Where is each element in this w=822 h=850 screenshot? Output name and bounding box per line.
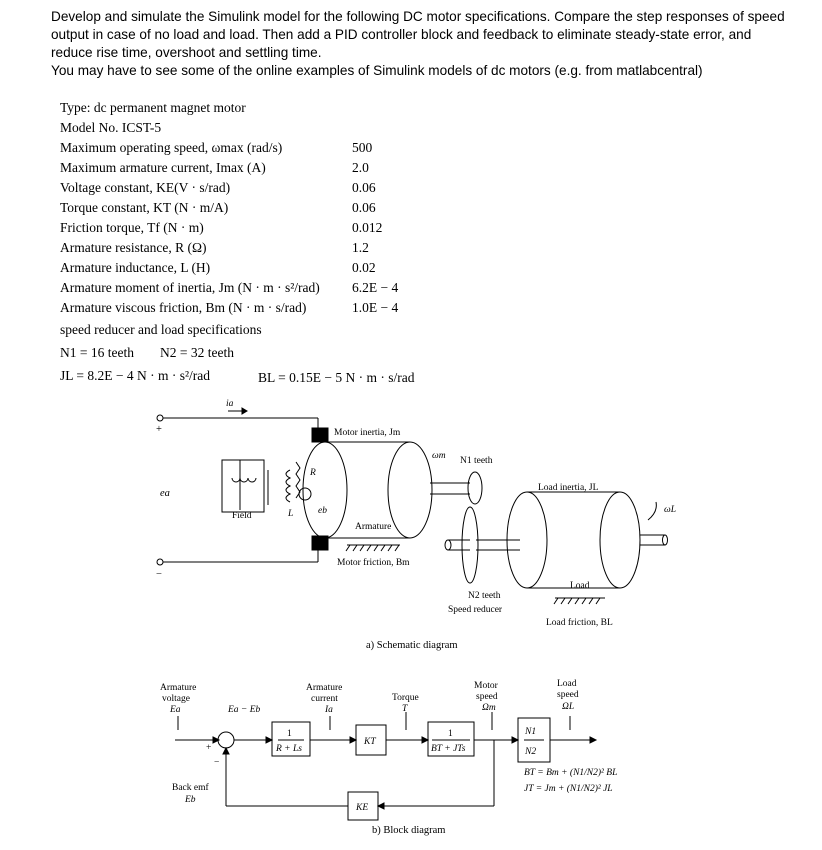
torque-arrow bbox=[422, 737, 428, 743]
omega-m-label: ωm bbox=[432, 451, 446, 461]
ke-label: KE bbox=[356, 803, 369, 813]
gear-n2 bbox=[462, 507, 478, 583]
spec-n1: N1 = 16 teeth bbox=[60, 345, 134, 360]
terminal-plus-label: + bbox=[156, 424, 162, 435]
terminal-top bbox=[157, 415, 163, 421]
gear-ratio-denominator: N2 bbox=[525, 747, 537, 757]
reducer-heading: speed reducer and load specifications bbox=[60, 322, 262, 337]
brush-top bbox=[312, 428, 328, 442]
spec-label: Maximum operating speed, ωmax (rad/s) bbox=[60, 140, 283, 155]
motor-back-face bbox=[388, 442, 432, 538]
n2-teeth-label: N2 teeth bbox=[468, 591, 501, 601]
field-coil bbox=[232, 478, 256, 482]
back-emf-eb-label: eb bbox=[318, 506, 327, 516]
arm-current-label-line1: Armature bbox=[306, 683, 343, 693]
terminal-bottom bbox=[157, 559, 163, 565]
resistor-zigzag bbox=[296, 462, 300, 498]
summing-junction bbox=[218, 732, 234, 748]
reducer-shaft-end bbox=[445, 540, 451, 550]
omega-l-label: ωL bbox=[664, 505, 676, 515]
load-friction-label: Load friction, BL bbox=[546, 618, 613, 628]
spec-n2: N2 = 32 teeth bbox=[160, 345, 234, 360]
field-label: Field bbox=[232, 511, 252, 521]
arm-voltage-symbol: Ea bbox=[170, 705, 181, 715]
armature-label: Armature bbox=[355, 522, 392, 532]
torque-label: Torque bbox=[392, 693, 419, 703]
back-emf-label: Back emf bbox=[172, 783, 209, 793]
bt-equation: BT = Bm + (N1/N2)² BL bbox=[524, 768, 618, 778]
spec-value: 1.0E − 4 bbox=[352, 300, 399, 315]
feedback-ke-arrow bbox=[378, 803, 384, 809]
spec-value: 0.06 bbox=[352, 180, 376, 195]
torque-symbol: T bbox=[402, 704, 408, 714]
kt-label: KT bbox=[364, 737, 376, 747]
speed-reducer-label: Speed reducer bbox=[448, 605, 503, 615]
load-inertia-label: Load inertia, JL bbox=[538, 483, 599, 493]
gear-n1 bbox=[468, 472, 482, 504]
inductor-l-label: L bbox=[288, 509, 294, 519]
load-speed-label-line1: Load bbox=[557, 679, 577, 689]
tf-mech-denominator: BT + JTs bbox=[431, 744, 466, 754]
schematic-diagram bbox=[157, 408, 668, 604]
spec-label: Voltage constant, KE(V · s/rad) bbox=[60, 180, 231, 195]
arm-current-label-line2: current bbox=[311, 694, 338, 704]
tf-mech-numerator: 1 bbox=[448, 729, 453, 739]
load-friction-hatch bbox=[554, 598, 600, 604]
jt-equation: JT = Jm + (N1/N2)² JL bbox=[524, 784, 613, 794]
load-label: Load bbox=[570, 581, 590, 591]
tf-armature-denominator: R + Ls bbox=[276, 744, 302, 754]
motor-inertia-label: Motor inertia, Jm bbox=[334, 428, 401, 438]
spec-value: 0.06 bbox=[352, 200, 376, 215]
spec-value: 6.2E − 4 bbox=[352, 280, 399, 295]
motor-friction-label: Motor friction, Bm bbox=[337, 558, 410, 568]
motor-speed-label-line2: speed bbox=[476, 692, 498, 702]
back-emf-source bbox=[299, 488, 311, 500]
spec-value: 1.2 bbox=[352, 240, 369, 255]
spec-label: Torque constant, KT (N · m/A) bbox=[60, 200, 229, 215]
current-ia-label: ia bbox=[226, 399, 234, 409]
spec-bl: BL = 0.15E − 5 N · m · s/rad bbox=[258, 370, 415, 385]
block-diagram-caption: b) Block diagram bbox=[372, 825, 446, 836]
load-back-face bbox=[600, 492, 640, 588]
spec-label: Maximum armature current, Imax (A) bbox=[60, 160, 266, 175]
schematic-caption: a) Schematic diagram bbox=[366, 640, 458, 651]
spec-value: 2.0 bbox=[352, 160, 369, 175]
spec-label: Armature moment of inertia, Jm (N · m · s²/rad) bbox=[60, 280, 320, 295]
spec-value: 500 bbox=[352, 140, 373, 155]
load-speed-symbol: ΩL bbox=[562, 702, 575, 712]
arm-current-symbol: Ia bbox=[325, 705, 333, 715]
plus-sign: + bbox=[206, 743, 212, 753]
resistor-r-label: R bbox=[310, 468, 316, 478]
spec-label: Armature viscous friction, Bm (N · m · s/rad) bbox=[60, 300, 307, 315]
gear-ratio-numerator: N1 bbox=[525, 727, 537, 737]
error-arrow bbox=[266, 737, 272, 743]
arm-voltage-label-line2: voltage bbox=[162, 694, 190, 704]
terminal-minus-label: − bbox=[156, 569, 162, 580]
motor-speed-arrow bbox=[512, 737, 518, 743]
error-label: Ea − Eb bbox=[228, 705, 261, 715]
motor-speed-symbol: Ωm bbox=[482, 703, 496, 713]
block-diagram-labels bbox=[160, 679, 617, 836]
load-output-shaft-end bbox=[663, 535, 668, 545]
spec-model: Model No. ICST-5 bbox=[60, 120, 162, 135]
spec-label: Armature resistance, R (Ω) bbox=[60, 240, 207, 255]
spec-label: Friction torque, Tf (N · m) bbox=[60, 220, 204, 235]
current-arrow-head bbox=[242, 408, 247, 414]
current-arrow bbox=[350, 737, 356, 743]
n1-teeth-label: N1 teeth bbox=[460, 456, 493, 466]
output-arrow bbox=[590, 737, 596, 743]
arm-voltage-label-line1: Armature bbox=[160, 683, 197, 693]
spec-value: 0.012 bbox=[352, 220, 383, 235]
reference-note: You may have to see some of the online examples of Simulink models of dc motors (e.g. from matlabcentral) bbox=[51, 63, 703, 78]
schematic-labels bbox=[156, 399, 676, 651]
load-speed-label-line2: speed bbox=[557, 690, 579, 700]
feedback-arrow bbox=[223, 748, 229, 754]
spec-type: Type: dc permanent magnet motor bbox=[60, 100, 246, 115]
spec-jl: JL = 8.2E − 4 N · m · s²/rad bbox=[60, 368, 211, 383]
inductor-coil bbox=[286, 470, 290, 502]
problem-paragraph: Develop and simulate the Simulink model for the following DC motor specifications. Compare the step responses of speed output in case of no load and load. Then add a PID controller block and feedback to eliminate steady-state error, and reduce rise time, overshoot and settling time. bbox=[51, 9, 785, 60]
back-emf-symbol: Eb bbox=[185, 795, 196, 805]
motor-speed-label-line1: Motor bbox=[474, 681, 498, 691]
motor-friction-hatch bbox=[346, 545, 399, 551]
field-box bbox=[222, 460, 264, 512]
spec-label: Armature inductance, L (H) bbox=[60, 260, 211, 275]
source-ea-label: ea bbox=[160, 488, 170, 499]
spec-value: 0.02 bbox=[352, 260, 376, 275]
tf-armature-numerator: 1 bbox=[287, 729, 292, 739]
minus-sign: − bbox=[214, 758, 220, 768]
omega-l-arrow bbox=[648, 502, 656, 520]
